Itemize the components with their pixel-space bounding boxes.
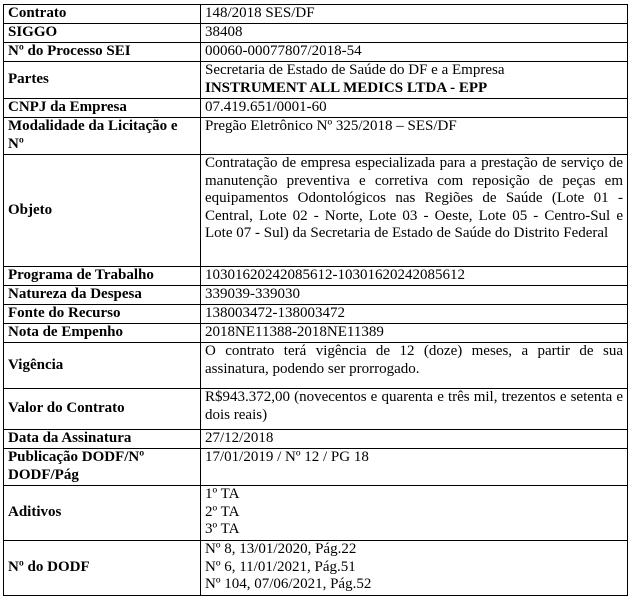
row-vigencia: [4, 343, 628, 389]
row-objeto: [4, 155, 628, 267]
row-natureza-despesa: [4, 286, 628, 305]
label-numero-dodf: Nº do DODF: [4, 541, 201, 596]
row-programa-trabalho: [4, 267, 628, 286]
value-modalidade: Pregão Eletrônico Nº 325/2018 – SES/DF: [201, 118, 628, 155]
partes-text: Secretaria de Estado de Saúde do DF e a Empresa: [205, 62, 505, 78]
row-processo-sei: [4, 43, 628, 62]
value-cnpj: 07.419.651/0001-60: [201, 99, 628, 118]
label-partes: Partes: [4, 62, 201, 99]
value-aditivos: [201, 486, 628, 541]
value-processo-sei: 00060-00077807/2018-54: [201, 43, 628, 62]
label-siggo: SIGGO: [4, 24, 201, 43]
aditivo-item: 2º TA: [205, 503, 240, 520]
value-valor-contrato: R$943.372,00 (novecentos e quarenta e três mil, trezentos e setenta e dois reais): [201, 389, 628, 430]
dodf-item: Nº 104, 07/06/2021, Pág.52: [205, 576, 372, 592]
row-cnpj: [4, 99, 628, 118]
row-valor-contrato: [4, 389, 628, 430]
row-partes: [4, 62, 628, 99]
value-numero-dodf: [201, 541, 628, 596]
value-partes: [201, 62, 628, 99]
row-nota-empenho: [4, 324, 628, 343]
value-nota-empenho: 2018NE11388-2018NE11389: [201, 324, 628, 343]
label-contrato: Contrato: [4, 5, 201, 24]
value-objeto: Contratação de empresa especializada para a prestação de serviço de manutenção preventiva e corretiva com reposição de peças em equipamentos Odontológicos nas Regiões de Saúde (Lote 01 - Central, Lote 02 - Norte, Lote 03 - Oeste, Lote 05 - Centro-Sul e Lote 07 - Sul) da Secretaria de Estado de Saúde do Distrito Federal: [201, 155, 628, 267]
contract-summary: [3, 4, 628, 596]
row-modalidade: [4, 118, 628, 155]
value-publicacao-dodf: 17/01/2019 / Nº 12 / PG 18: [201, 449, 628, 486]
value-programa-trabalho: 10301620242085612-10301620242085612: [201, 267, 628, 286]
label-data-assinatura: Data da Assinatura: [4, 430, 201, 449]
label-valor-contrato: Valor do Contrato: [4, 389, 201, 430]
label-cnpj: CNPJ da Empresa: [4, 99, 201, 118]
label-fonte-recurso: Fonte do Recurso: [4, 305, 201, 324]
row-aditivos: [4, 486, 628, 541]
label-objeto: Objeto: [4, 155, 201, 267]
row-publicacao-dodf: [4, 449, 628, 486]
row-fonte-recurso: [4, 305, 628, 324]
value-contrato: 148/2018 SES/DF: [201, 5, 628, 24]
dodf-item: Nº 6, 11/01/2021, Pág.51: [205, 558, 356, 575]
label-processo-sei: Nº do Processo SEI: [4, 43, 201, 62]
row-data-assinatura: [4, 430, 628, 449]
label-aditivos: Aditivos: [4, 486, 201, 541]
row-contrato: [4, 5, 628, 24]
label-natureza-despesa: Natureza da Despesa: [4, 286, 201, 305]
value-natureza-despesa: 339039-339030: [201, 286, 628, 305]
aditivo-item: 3º TA: [205, 521, 240, 537]
value-fonte-recurso: 138003472-138003472: [201, 305, 628, 324]
label-nota-empenho: Nota de Empenho: [4, 324, 201, 343]
row-siggo: [4, 24, 628, 43]
contract-table: [3, 4, 628, 596]
value-vigencia: O contrato terá vigência de 12 (doze) meses, a partir de sua assinatura, podendo ser prorrogado.: [201, 343, 628, 389]
value-data-assinatura: 27/12/2018: [201, 430, 628, 449]
value-siggo: 38408: [201, 24, 628, 43]
row-numero-dodf: [4, 541, 628, 596]
label-modalidade: Modalidade da Licitação e Nº: [4, 118, 201, 155]
aditivo-item: 1º TA: [205, 486, 240, 502]
partes-company: INSTRUMENT ALL MEDICS LTDA - EPP: [205, 79, 488, 96]
label-programa-trabalho: Programa de Trabalho: [4, 267, 201, 286]
label-vigencia: Vigência: [4, 343, 201, 389]
dodf-item: Nº 8, 13/01/2020, Pág.22: [205, 541, 357, 557]
label-publicacao-dodf: Publicação DODF/Nº DODF/Pág: [4, 449, 201, 486]
